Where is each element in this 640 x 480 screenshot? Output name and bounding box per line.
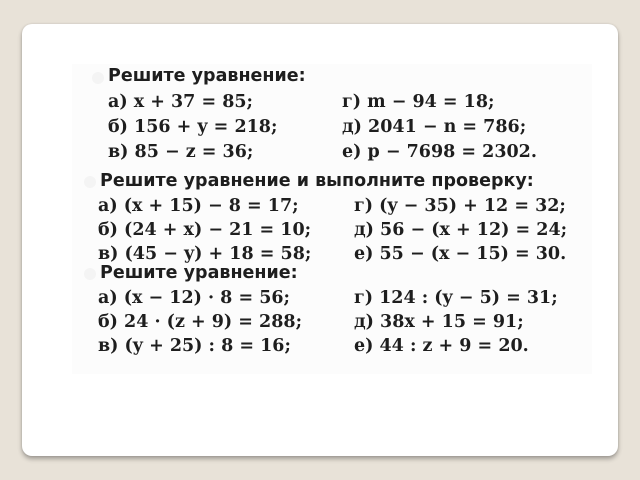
exercise-2-eq-d: г) (y − 35) + 12 = 32; xyxy=(354,196,566,216)
exercise-3-eq-f: е) 44 : z + 9 = 20. xyxy=(354,336,529,356)
exercise-2-eq-a: а) (x + 15) − 8 = 17; xyxy=(98,196,299,216)
exercise-1-eq-e: д) 2041 − n = 786; xyxy=(342,117,527,137)
exercise-3-eq-a: а) (x − 12) · 8 = 56; xyxy=(98,288,291,308)
exercise-2-eq-f: е) 55 − (x − 15) = 30. xyxy=(354,244,567,264)
exercise-3-heading: Решите уравнение: xyxy=(100,263,298,283)
exercise-3-eq-e: д) 38x + 15 = 91; xyxy=(354,312,524,332)
exercise-2-eq-c: в) (45 − y) + 18 = 58; xyxy=(98,244,312,264)
exercise-3-eq-b: б) 24 · (z + 9) = 288; xyxy=(98,312,303,332)
exercise-3-marker xyxy=(84,268,96,280)
exercise-2-heading: Решите уравнение и выполните проверку: xyxy=(100,171,534,191)
exercise-3-eq-d: г) 124 : (y − 5) = 31; xyxy=(354,288,558,308)
slide-card xyxy=(22,24,618,456)
exercise-1-eq-f: е) p − 7698 = 2302. xyxy=(342,142,537,162)
exercise-1-eq-a: а) x + 37 = 85; xyxy=(108,92,254,112)
exercise-2-eq-b: б) (24 + x) − 21 = 10; xyxy=(98,220,312,240)
exercise-3-eq-c: в) (y + 25) : 8 = 16; xyxy=(98,336,291,356)
exercise-1-eq-c: в) 85 − z = 36; xyxy=(108,142,254,162)
exercise-1-eq-b: б) 156 + y = 218; xyxy=(108,117,278,137)
exercise-2-marker xyxy=(84,176,96,188)
exercise-1-marker xyxy=(92,72,104,84)
exercise-1-eq-d: г) m − 94 = 18; xyxy=(342,92,495,112)
exercise-1-heading: Решите уравнение: xyxy=(108,66,306,86)
exercise-2-eq-e: д) 56 − (x + 12) = 24; xyxy=(354,220,568,240)
